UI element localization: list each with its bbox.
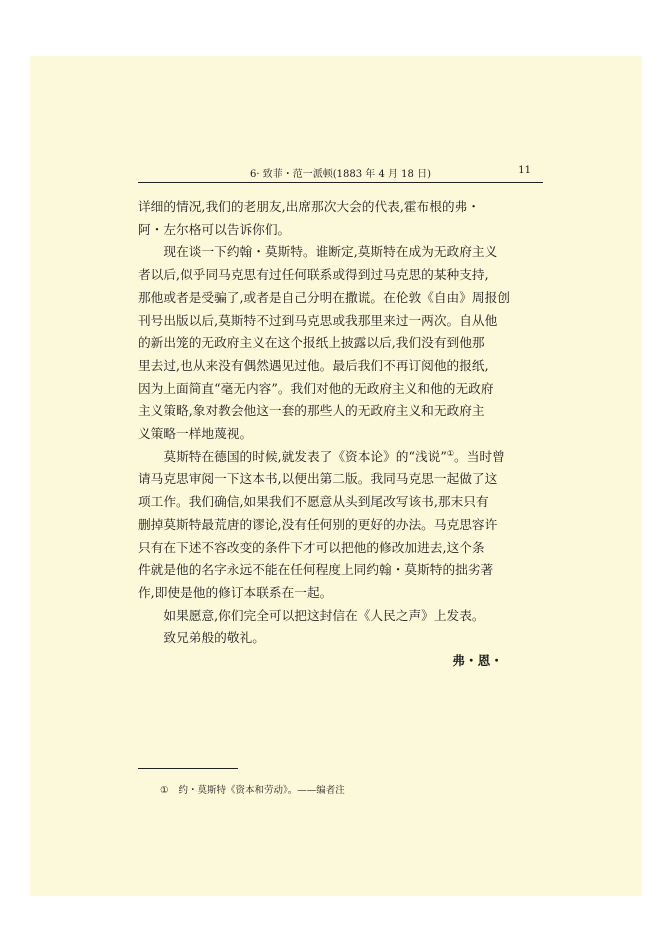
paragraph-4 (138, 605, 543, 628)
text-line: 只有在下述不容改变的条件下才可以把他的修改加进去,这个条 (138, 539, 485, 555)
text-line: 详细的情况,我们的老朋友,出席那次大会的代表,霍布根的弗・ (138, 199, 480, 214)
signature: 弗・恩・ (452, 653, 503, 669)
text-line: 致兄弟般的敬礼。 (163, 630, 265, 646)
text-line: 那他或者是受骗了,或者是自己分明在撒谎。在伦敦《自由》周报创 (138, 289, 510, 305)
footnote-divider (138, 768, 238, 769)
running-header (138, 164, 543, 183)
paragraph-2 (138, 241, 543, 445)
text-line: 请马克思审阅一下这本书,以便出第二版。我同马克思一起做了这 (138, 471, 498, 487)
paragraph-1 (138, 196, 543, 241)
text-line: 的新出笼的无政府主义在这个报纸上披露以后,我们没有到他那 (138, 335, 485, 351)
text-line: 里去过,也从来没有偶然遇见过他。最后我们不再订阅他的报纸, (138, 357, 489, 373)
text-line: 作,即使是他的修订本联系在一起。 (138, 584, 333, 600)
text-line (138, 446, 543, 469)
footnote-text: 约・莫斯特《资本和劳动》。——编者注 (178, 785, 345, 796)
footnote (160, 782, 345, 796)
running-title: 6· 致菲・范一派顿(1883 年 4 月 18 日) (250, 169, 431, 180)
text-segment: 莫斯特在德国的时候,就发表了《资本论》的“浅说” (163, 448, 447, 464)
text-line: 者以后,似乎同马克思有过任何联系或得到过马克思的某种支持, (138, 267, 489, 283)
text-segment: 。当时曾 (454, 448, 505, 464)
text-line: 现在谈一下约翰・莫斯特。谁断定,莫斯特在成为无政府主义 (163, 244, 498, 260)
text-line: 义策略一样地蔑视。 (138, 426, 253, 442)
text-line: 删掉莫斯特最荒唐的谬论,没有任何别的更好的办法。马克思容许 (138, 516, 498, 532)
paragraph-3 (138, 446, 543, 605)
text-line: 如果愿意,你们完全可以把这封信在《人民之声》上发表。 (163, 607, 485, 623)
text-line: 阿・左尔格可以告诉你们。 (138, 221, 291, 237)
text-line: 刊号出版以后,莫斯特不过到马克思或我那里来过一两次。自从他 (138, 312, 498, 328)
text-line: 项工作。我们确信,如果我们不愿意从头到尾改写该书,那末只有 (138, 494, 489, 510)
footnote-reference[interactable]: ① (446, 448, 455, 458)
text-line: 因为上面简直“毫无内容”。我们对他的无政府主义和他的无政府 (138, 380, 494, 396)
text-line: 主义策略,象对教会他这一套的那些人的无政府主义和无政府主 (138, 403, 485, 419)
letter-body (138, 196, 543, 673)
footnote-mark: ① (160, 785, 169, 796)
text-line: 件就是他的名字永远不能在任何程度上同约翰・莫斯特的拙劣著 (138, 562, 494, 578)
page-number: 11 (518, 165, 531, 176)
paragraph-5 (138, 627, 543, 650)
